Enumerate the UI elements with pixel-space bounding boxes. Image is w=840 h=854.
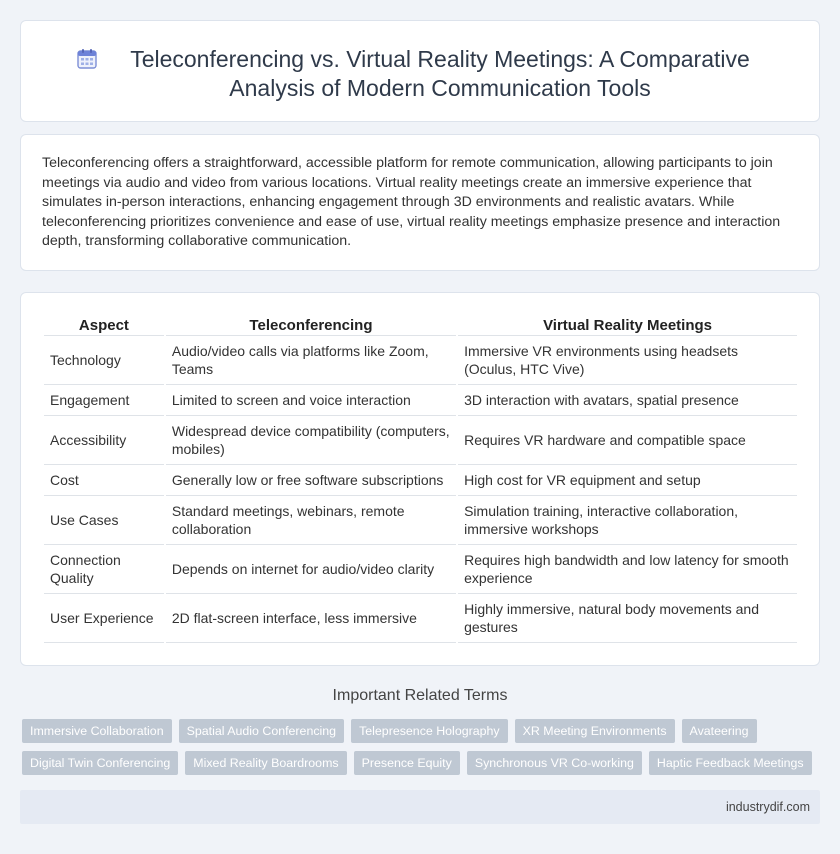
table-cell: Requires high bandwidth and low latency for smooth experience	[458, 545, 797, 594]
table-row	[44, 416, 797, 465]
table-cell: Technology	[44, 336, 164, 385]
table-cell: Simulation training, interactive collaboration, immersive workshops	[458, 496, 797, 545]
table-cell: User Experience	[44, 594, 164, 643]
comparison-table-card	[20, 292, 820, 666]
footer	[20, 790, 820, 824]
column-header: Aspect	[44, 314, 164, 336]
related-term-tag[interactable]: Synchronous VR Co-working	[467, 751, 642, 775]
related-term-tag[interactable]: XR Meeting Environments	[515, 719, 675, 743]
related-term-tag[interactable]: Immersive Collaboration	[22, 719, 172, 743]
page-title: Teleconferencing vs. Virtual Reality Meetings: A Comparative Analysis of Modern Communication Tools	[130, 46, 750, 101]
related-terms-heading: Important Related Terms	[332, 687, 508, 704]
related-terms-tags	[22, 719, 812, 783]
related-term-tag[interactable]: Avateering	[682, 719, 757, 743]
table-row	[44, 465, 797, 496]
table-cell: Accessibility	[44, 416, 164, 465]
table-cell: Depends on internet for audio/video clarity	[166, 545, 456, 594]
table-row	[44, 545, 797, 594]
column-header: Teleconferencing	[166, 314, 456, 336]
table-row	[44, 336, 797, 385]
tag-row	[22, 719, 812, 743]
table-row	[44, 594, 797, 643]
table-cell: Generally low or free software subscriptions	[166, 465, 456, 496]
title-card	[20, 20, 820, 122]
table-header-row	[44, 314, 797, 336]
table-cell: Highly immersive, natural body movements and gestures	[458, 594, 797, 643]
table-cell: Immersive VR environments using headsets (Oculus, HTC Vive)	[458, 336, 797, 385]
table-cell: Cost	[44, 465, 164, 496]
tag-row	[22, 751, 812, 775]
column-header: Virtual Reality Meetings	[458, 314, 797, 336]
table-cell: 2D flat-screen interface, less immersive	[166, 594, 456, 643]
related-term-tag[interactable]: Mixed Reality Boardrooms	[185, 751, 346, 775]
table-cell: Widespread device compatibility (computers, mobiles)	[166, 416, 456, 465]
table-cell: Use Cases	[44, 496, 164, 545]
comparison-table	[42, 314, 799, 643]
table-cell: Limited to screen and voice interaction	[166, 385, 456, 416]
related-term-tag[interactable]: Digital Twin Conferencing	[22, 751, 178, 775]
related-term-tag[interactable]: Spatial Audio Conferencing	[179, 719, 344, 743]
table-cell: Audio/video calls via platforms like Zoom, Teams	[166, 336, 456, 385]
table-cell: 3D interaction with avatars, spatial presence	[458, 385, 797, 416]
intro-paragraph: Teleconferencing offers a straightforward, accessible platform for remote communication, allowing participants to join meetings via audio and video from various locations. Virtual reality meetings create an immersive experience that simulates in-person interactions, enhancing engagement through 3D environments and realistic avatars. While teleconferencing prioritizes convenience and ease of use, virtual reality meetings emphasize presence and interaction depth, transforming collaborative communication.	[42, 155, 781, 250]
table-cell: Connection Quality	[44, 545, 164, 594]
table-row	[44, 496, 797, 545]
table-cell: High cost for VR equipment and setup	[458, 465, 797, 496]
related-term-tag[interactable]: Haptic Feedback Meetings	[649, 751, 812, 775]
intro-card	[20, 134, 820, 271]
table-cell: Standard meetings, webinars, remote collaboration	[166, 496, 456, 545]
related-term-tag[interactable]: Telepresence Holography	[351, 719, 508, 743]
related-term-tag[interactable]: Presence Equity	[354, 751, 460, 775]
footer-site-link[interactable]: industrydif.com	[725, 800, 810, 814]
table-row	[44, 385, 797, 416]
table-cell: Engagement	[44, 385, 164, 416]
table-cell: Requires VR hardware and compatible space	[458, 416, 797, 465]
